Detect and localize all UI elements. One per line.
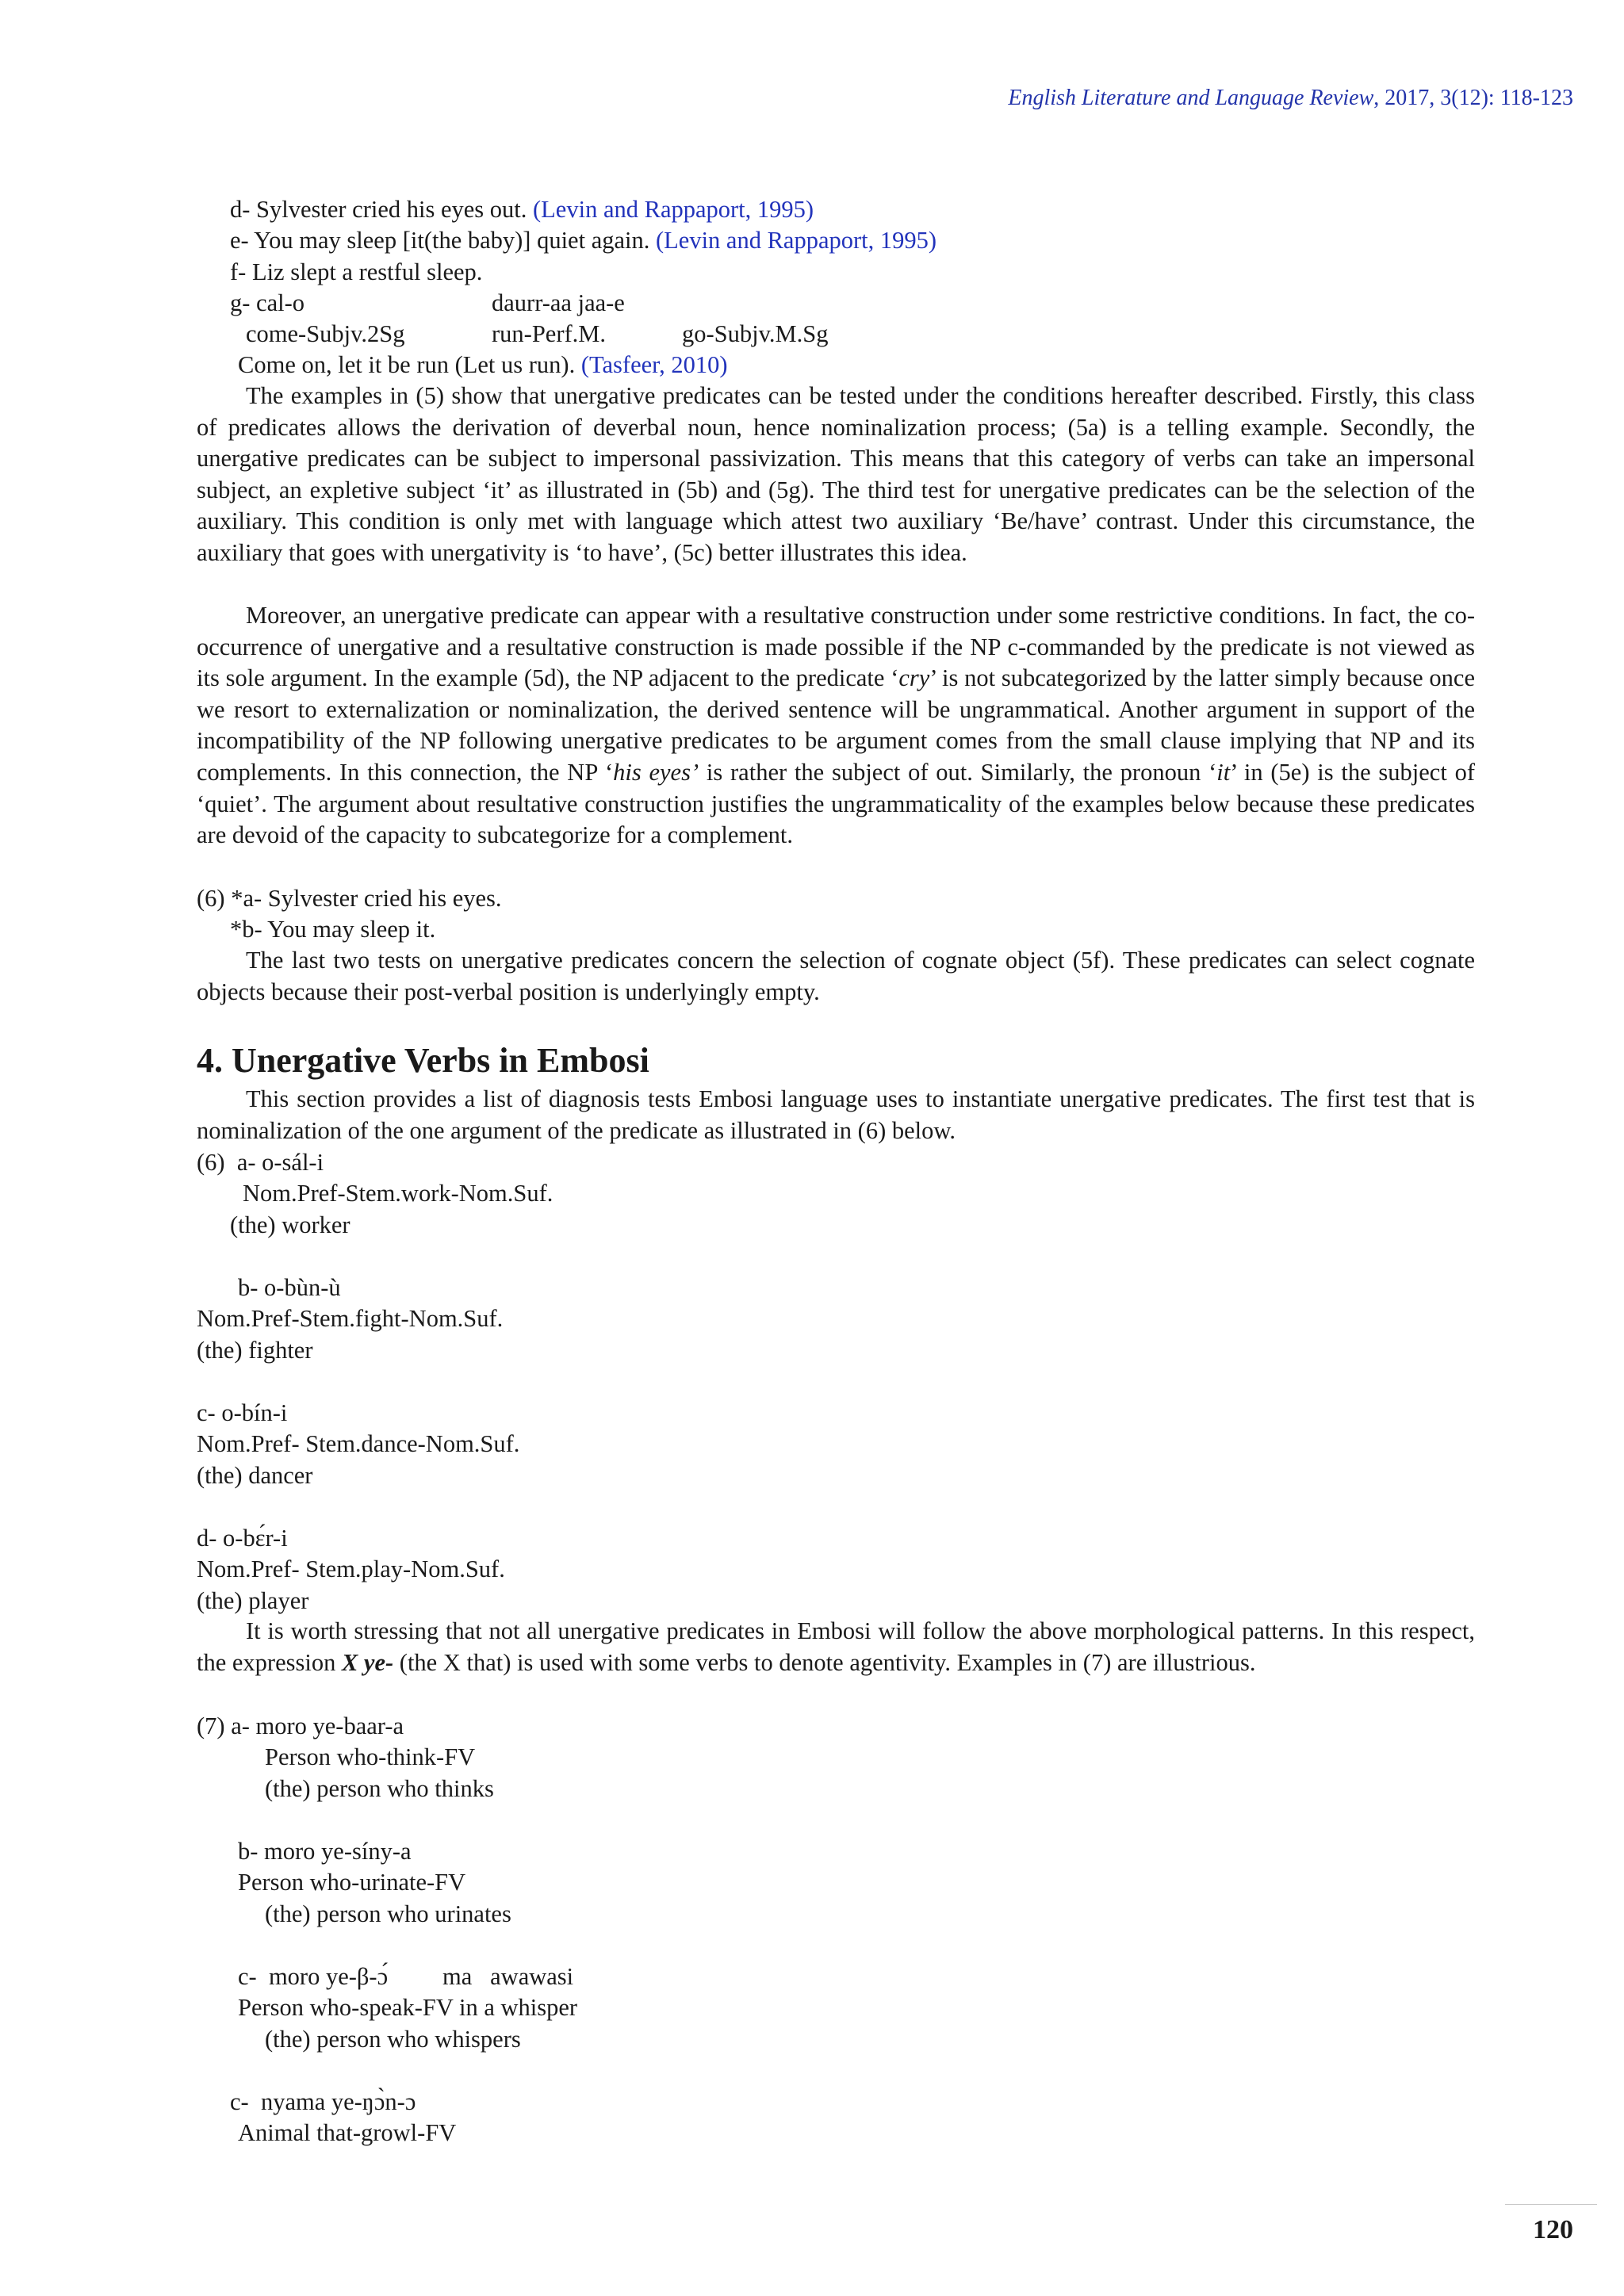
- journal-name: English Literature and Language Review: [1008, 86, 1374, 110]
- example-7-a-translation: (the) person who thinks: [265, 1775, 494, 1802]
- example-6-b-gloss: Nom.Pref-Stem.fight-Nom.Suf.: [197, 1305, 504, 1332]
- example-7-c-form: c- moro ye-β-ɔ́ ma awawasi: [238, 1963, 574, 1990]
- example-6-a-form: (6) a- o-sál-i: [197, 1149, 324, 1176]
- paragraph-resultative: Moreover, an unergative predicate can appear with a resultative construction under some restrictive conditions. In fact, the co-occurrence of unergative and a resultative construction is made possible if the NP c-commanded by the predicate is not viewed as its sole argument. In the example (5d), the NP adjacent to the predicate ‘cry’ is not subcategorized by the latter simply because once we resort to externalization or nominalization, the derived sentence will be ungrammatical. Another argument in support of the incompatibility of the NP following unergative predicates to be argument comes from the small clause implying that NP and its complements. In this connection, the NP ‘his eyes’ is rather the subject of out. Similarly, the pronoun ‘it’ in (5e) is the subject of ‘quiet’. The argument about resultative construction justifies the ungrammaticality of the examples below because these predicates are devoid of the capacity to subcategorize for a complement.: [197, 602, 1476, 849]
- example-6-d-gloss: Nom.Pref- Stem.play-Nom.Suf.: [197, 1556, 505, 1582]
- example-7-d-form: c- nyama ye-ŋɔ̀n-ɔ: [230, 2088, 416, 2115]
- example-6a: (6) *a- Sylvester cried his eyes.: [197, 885, 502, 912]
- citation-link[interactable]: (Levin and Rappaport, 1995): [656, 227, 937, 254]
- example-6-c-form: c- o-bín-i: [197, 1399, 288, 1426]
- citation-link[interactable]: (Levin and Rappaport, 1995): [533, 196, 814, 223]
- example-6-c-gloss: Nom.Pref- Stem.dance-Nom.Suf.: [197, 1430, 520, 1457]
- example-5g-translation: Come on, let it be run (Let us run). (Tasfeer, 2010): [238, 351, 728, 378]
- example-7-a-gloss: Person who-think-FV: [265, 1743, 476, 1770]
- paragraph-tests: The examples in (5) show that unergative predicates can be tested under the conditions hereafter described. Firstly, this class of predicates allows the derivation of deverbal noun, hence nominalization process; (5a) is a telling example. Secondly, the unergative predicates can be subject to impersonal passivization. This means that this category of verbs can take an impersonal subject, an expletive subject ‘it’ as illustrated in (5b) and (5g). The third test for unergative predicates can be the selection of the auxiliary. This condition is only met with language which attest two auxiliary ‘Be/have’ contrast. Under this circumstance, the auxiliary that goes with unergativity is ‘to have’, (5c) better illustrates this idea.: [197, 382, 1475, 566]
- paragraph-section-intro: This section provides a list of diagnosis tests Embosi language uses to instantiate unergative predicates. The first test that is nominalization of the one argument of the predicate as illustrated in (6) below.: [197, 1085, 1475, 1144]
- citation-link[interactable]: (Tasfeer, 2010): [580, 351, 728, 378]
- example-7-c-gloss: Person who-speak-FV in a whisper: [238, 1994, 578, 2021]
- example-6-a-gloss: Nom.Pref-Stem.work-Nom.Suf.: [243, 1180, 553, 1207]
- footer-rule: [1505, 2204, 1597, 2205]
- example-5e: e- You may sleep [it(the baby)] quiet again. (Levin and Rappaport, 1995): [230, 227, 937, 254]
- example-7-a-form: (7) a- moro ye-baar-a: [197, 1712, 404, 1739]
- example-6-b-translation: (the) fighter: [197, 1337, 313, 1364]
- example-7-b-translation: (the) person who urinates: [265, 1900, 511, 1927]
- paragraph-morphology: It is worth stressing that not all unergative predicates in Embosi will follow the above morphological patterns. In this respect, the expression X ye- (the X that) is used with some verbs to denote agentivity. Examples in (7) are illustrious.: [197, 1617, 1475, 1676]
- example-5g-gloss: come-Subjv.2Sg run-Perf.M. go-Subjv.M.Sg: [246, 320, 829, 347]
- example-7-c-translation: (the) person who whispers: [265, 2026, 521, 2053]
- example-6b: *b- You may sleep it.: [230, 916, 436, 943]
- example-6-d-translation: (the) player: [197, 1587, 309, 1614]
- example-7-d-gloss: Animal that-growl-FV: [238, 2119, 457, 2146]
- journal-details: , 2017, 3(12): 118-123: [1373, 86, 1573, 110]
- example-6-c-translation: (the) dancer: [197, 1462, 313, 1489]
- example-5d: d- Sylvester cried his eyes out. (Levin and Rappaport, 1995): [230, 196, 814, 223]
- page-number: 120: [1533, 2215, 1573, 2244]
- example-5f: f- Liz slept a restful sleep.: [230, 258, 483, 285]
- example-6-a-translation: (the) worker: [230, 1211, 350, 1238]
- example-7-b-form: b- moro ye-síny-a: [238, 1838, 412, 1865]
- section-heading: 4. Unergative Verbs in Embosi: [197, 1041, 649, 1080]
- paragraph-cognate: The last two tests on unergative predicates concern the selection of cognate object (5f). These predicates can select cognate objects because their post-verbal position is underlyingly empty.: [197, 947, 1475, 1005]
- example-7-b-gloss: Person who-urinate-FV: [238, 1869, 466, 1896]
- journal-header: [1008, 86, 1573, 111]
- example-5g-words: g- cal-o daurr-aa jaa-e: [230, 289, 625, 316]
- example-6-d-form: d- o-bɛ́r-i: [197, 1525, 288, 1552]
- example-6-b-form: b- o-bùn-ù: [238, 1274, 341, 1301]
